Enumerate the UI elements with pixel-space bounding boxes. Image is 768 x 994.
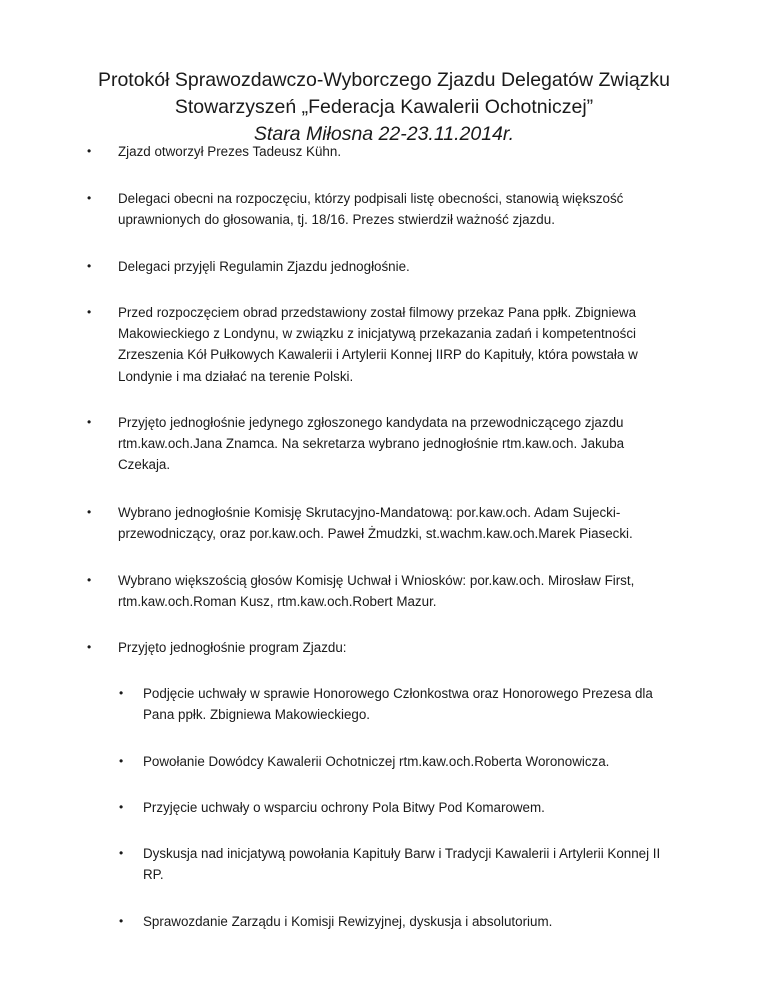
list-item xyxy=(87,302,718,387)
bullet-icon: • xyxy=(87,415,92,429)
list-item-text: Czekaja. xyxy=(118,457,171,473)
list-item xyxy=(87,188,718,230)
program-item xyxy=(119,797,718,818)
bullet-icon: • xyxy=(87,191,92,205)
program-item-text: RP. xyxy=(143,867,164,883)
bullet-icon: • xyxy=(87,640,92,654)
list-item-text: Przed rozpoczęciem obrad przedstawiony został filmowy przekaz Pana ppłk. Zbigniewa xyxy=(118,305,637,320)
bullet-icon: • xyxy=(87,505,92,519)
program-item-text: Pana ppłk. Zbigniewa Makowieckiego. xyxy=(143,707,371,723)
list-item-text: Londynie i ma działać na terenie Polski. xyxy=(118,368,354,384)
list-item xyxy=(87,256,718,277)
bullet-icon: • xyxy=(119,846,124,860)
bullet-icon: • xyxy=(87,573,92,587)
list-item xyxy=(87,141,718,162)
list-item-text: Przyjęto jednogłośnie program Zjazdu: xyxy=(118,640,347,655)
list-item-text: Zrzeszenia Kół Pułkowych Kawalerii i Artylerii Konnej IIRP do Kapituły, która powstała w xyxy=(118,347,638,363)
program-item xyxy=(119,911,718,932)
program-item-text: Podjęcie uchwały w sprawie Honorowego Członkostwa oraz Honorowego Prezesa dla xyxy=(143,686,653,701)
list-item-text: Przyjęto jednogłośnie jedynego zgłoszonego kandydata na przewodniczącego zjazdu xyxy=(118,415,624,430)
program-item xyxy=(119,751,718,772)
list-item-text: rtm.kaw.och.Jana Znamca. Na sekretarza wybrano jednogłośnie rtm.kaw.och. Jakuba xyxy=(118,436,625,452)
title-line-1: Protokół Sprawozdawczo-Wyborczego Zjazdu Delegatów Związku xyxy=(97,69,671,91)
list-item-text: rtm.kaw.och.Roman Kusz, rtm.kaw.och.Robert Mazur. xyxy=(118,594,437,610)
program-item xyxy=(119,683,718,725)
list-item xyxy=(87,412,718,476)
program-item-text: Powołanie Dowódcy Kawalerii Ochotniczej rtm.kaw.och.Roberta Woronowicza. xyxy=(143,754,610,769)
bullet-icon: • xyxy=(87,305,92,319)
program-item-text: Przyjęcie uchwały o wsparciu ochrony Pola Bitwy Pod Komarowem. xyxy=(143,800,545,815)
title-line-3-place-date: Stara Miłosna 22-23.11.2014r. xyxy=(253,123,515,145)
list-item xyxy=(87,502,718,544)
program-item xyxy=(119,843,718,885)
bullet-icon: • xyxy=(119,686,124,700)
list-item-text: uprawnionych do głosowania, tj. 18/16. Prezes stwierdził ważność zjazdu. xyxy=(118,212,555,228)
list-item-text: Wybrano jednogłośnie Komisję Skrutacyjno-Mandatową: por.kaw.och. Adam Sujecki- xyxy=(118,505,621,520)
bullet-icon: • xyxy=(87,144,92,158)
list-item-text: Makowieckiego z Londynu, w związku z inicjatywą przekazania zadań i kompetentności xyxy=(118,326,637,342)
list-item-text: Zjazd otworzył Prezes Tadeusz Kühn. xyxy=(118,144,342,159)
bullet-icon: • xyxy=(119,914,124,928)
list-item xyxy=(87,570,718,612)
title-line-2: Stowarzyszeń „Federacja Kawalerii Ochotniczej” xyxy=(174,96,594,118)
list-item-text: przewodniczący, oraz por.kaw.och. Paweł Żmudzki, st.wachm.kaw.och.Marek Piasecki. xyxy=(118,526,633,542)
list-item-text: Delegaci obecni na rozpoczęciu, którzy podpisali listę obecności, stanowią większość xyxy=(118,191,624,206)
bullet-icon: • xyxy=(119,800,124,814)
list-item-text: Wybrano większością głosów Komisję Uchwał i Wniosków: por.kaw.och. Mirosław First, xyxy=(118,573,635,588)
list-item-program-heading xyxy=(87,637,718,658)
bullet-icon: • xyxy=(87,259,92,273)
program-item-text: Sprawozdanie Zarządu i Komisji Rewizyjnej, dyskusja i absolutorium. xyxy=(143,914,553,929)
program-item-text: Dyskusja nad inicjatywą powołania Kapituły Barw i Tradycji Kawalerii i Artylerii Konnej II xyxy=(143,846,661,861)
list-item-text: Delegaci przyjęli Regulamin Zjazdu jednogłośnie. xyxy=(118,259,410,274)
bullet-icon: • xyxy=(119,754,124,768)
document-title xyxy=(60,67,708,148)
